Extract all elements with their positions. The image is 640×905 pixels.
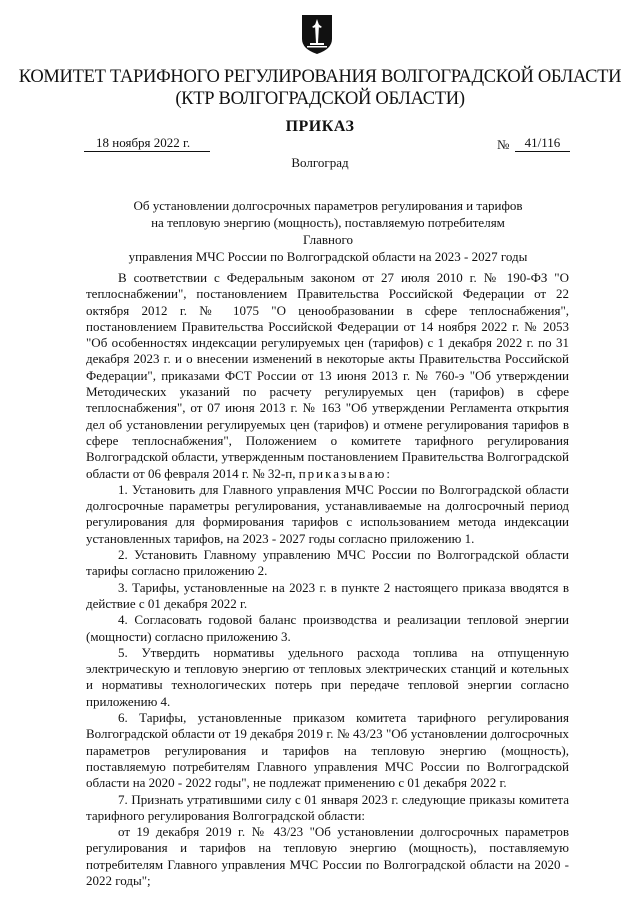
order-number: 41/116 (515, 135, 570, 152)
order-item-4: 4. Согласовать годовой баланс производства и реализации тепловой энергии (мощности) согласно приложению 3. (86, 612, 569, 644)
order-subject (128, 197, 528, 265)
preamble-paragraph (86, 270, 569, 482)
order-item-7-sub-1: от 19 декабря 2019 г. № 43/23 "Об установлении долгосрочных параметров регулирования и тарифов на тепловую энергию (мощность), поставляемую потребителям Главного управления МЧС России по Волгоградской области на 2020 - 2022 годы"; (86, 824, 569, 888)
decree-word: приказываю: (298, 465, 392, 481)
order-item-3: 3. Тарифы, установленные на 2023 г. в пункте 2 настоящего приказа вводятся в действие с 01 декабря 2022 г. (86, 579, 569, 611)
order-body (86, 270, 569, 889)
organization-name-line1: КОМИТЕТ ТАРИФНОГО РЕГУЛИРОВАНИЯ ВОЛГОГРАДСКОЙ ОБЛАСТИ (18, 67, 622, 87)
order-item-7: 7. Признать утратившими силу с 01 января 2023 г. следующие приказы комитета тарифного регулирования Волгоградской области: (86, 791, 569, 823)
order-title: ПРИКАЗ (285, 118, 355, 135)
subject-line2: на тепловую энергию (мощность), поставляемую потребителям Главного (151, 215, 505, 247)
order-item-1: 1. Установить для Главного управления МЧС России по Волгоградской области долгосрочные параметры регулирования, устанавливаемые на долгосрочный период регулирования для формирования тарифов с использованием метода индексации установленных тарифов, на 2023 - 2027 годы согласно приложению 1. (86, 481, 569, 546)
organization-name-line2: (КТР ВОЛГОГРАДСКОЙ ОБЛАСТИ) (175, 89, 465, 109)
order-city: Волгоград (291, 155, 349, 170)
order-item-2: 2. Установить Главному управлению МЧС России по Волгоградской области тарифы согласно приложению 2. (86, 547, 569, 579)
organization-name (0, 66, 640, 110)
subject-line1: Об установлении долгосрочных параметров регулирования и тарифов (133, 198, 523, 213)
subject-line3: управления МЧС России по Волгоградской области на 2023 - 2027 годы (128, 249, 528, 264)
order-item-6: 6. Тарифы, установленные приказом комитета тарифного регулирования Волгоградской области от 19 декабря 2019 г. № 43/23 "Об установлении долгосрочных параметров регулирования и тарифов на тепловую энергию (мощность), поставляемую потребителям Главного управления МЧС России по Волгоградской области на 2020 - 2022 годы", не подлежат применению с 01 декабря 2022 г. (86, 710, 569, 791)
order-date: 18 ноября 2022 г. (84, 135, 210, 152)
preamble-text: В соответствии с Федеральным законом от 27 июля 2010 г. № 190-ФЗ "О теплоснабжении", постановлением Правительства Российской Федерации от 22 октября 2012 г. № 1075 "О ценообразовании в сфере теплоснабжения", постановлением Правительства Российской Федерации от 14 ноября 2022 г. № 2053 "Об особенностях индексации регулируемых цен (тарифов) с 1 декабря 2022 г. по 31 декабря 2023 г. и о внесении изменений в некоторые акты Правительства Российской Федерации", приказами ФСТ России от 13 июня 2013 г. № 760-э "Об утверждении Методических указаний по расчету регулируемых цен (тарифов) в сфере теплоснабжения", от 07 июня 2013 г. № 163 "Об утверждении Регламента открытия дел об установлении регулируемых цен (тарифов) и отмене регулирования тарифов в сфере теплоснабжения", Положением о комитете тарифного регулирования Волгоградской области, утвержденным постановлением Правительства Волгоградской области от 06 февраля 2014 г. № 32-п, (86, 270, 569, 481)
order-number-sign: № (497, 137, 510, 152)
coat-of-arms-icon (300, 13, 334, 55)
order-item-5: 5. Утвердить нормативы удельного расхода топлива на отпущенную электрическую и тепловую энергию от тепловых электрических станций и котельных и нормативы технологических потерь при передаче тепловой энергии согласно приложению 4. (86, 644, 569, 709)
